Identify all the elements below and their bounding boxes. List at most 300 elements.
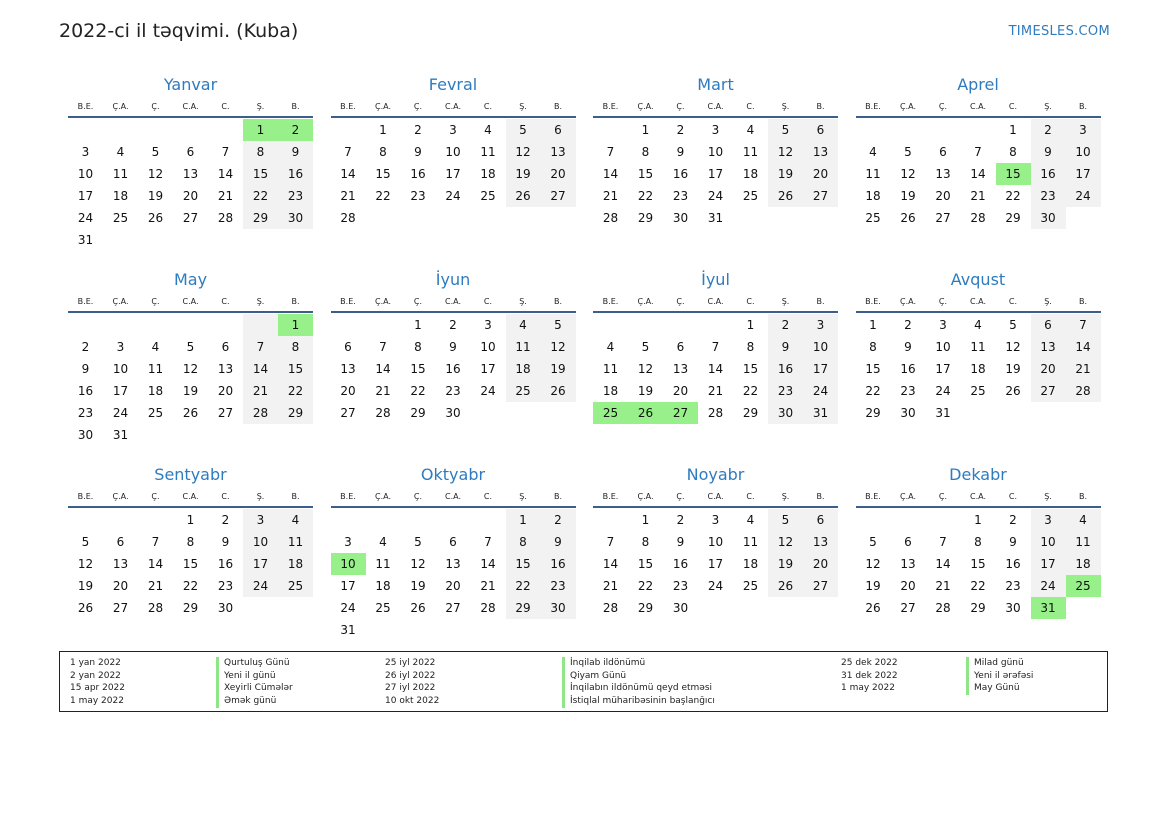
empty-cell bbox=[103, 314, 138, 336]
weekday-label: B.E. bbox=[602, 297, 619, 306]
day-cell: 5 bbox=[869, 535, 877, 549]
day-cell: 19 bbox=[637, 384, 654, 398]
day-cell: 19 bbox=[865, 579, 881, 593]
day-cell: 26 bbox=[506, 185, 541, 207]
day-cell: 28 bbox=[707, 406, 724, 420]
day-cell: 18 bbox=[480, 167, 496, 181]
day-cell: 17 bbox=[340, 579, 356, 593]
day-cell: 28 bbox=[602, 601, 619, 615]
day-cell: 2 bbox=[1009, 513, 1017, 527]
day-cell: 10 bbox=[1031, 531, 1066, 553]
day-cell: 30 bbox=[1005, 601, 1021, 615]
day-cell: 27 bbox=[541, 185, 576, 207]
holiday-day-cell: 25 bbox=[593, 402, 628, 424]
day-cell: 12 bbox=[182, 362, 199, 376]
weekday-label: B.E. bbox=[340, 492, 356, 501]
day-cell: 14 bbox=[480, 557, 496, 571]
day-cell: 7 bbox=[484, 535, 492, 549]
day-cell: 22 bbox=[637, 189, 654, 203]
empty-cell bbox=[698, 314, 733, 336]
header-rule bbox=[856, 116, 1101, 118]
holiday-day-cell: 10 bbox=[331, 553, 366, 575]
day-cell: 16 bbox=[900, 362, 916, 376]
day-cell: 13 bbox=[541, 141, 576, 163]
day-cell: 14 bbox=[147, 557, 164, 571]
header-rule bbox=[856, 311, 1101, 313]
day-cell: 27 bbox=[112, 601, 129, 615]
day-cell: 27 bbox=[445, 601, 461, 615]
empty-cell bbox=[628, 314, 663, 336]
day-cell: 10 bbox=[480, 340, 496, 354]
day-cell: 23 bbox=[541, 575, 576, 597]
day-grid bbox=[856, 119, 1101, 229]
empty-cell bbox=[138, 119, 173, 141]
day-cell: 16 bbox=[445, 362, 461, 376]
day-cell: 12 bbox=[77, 557, 94, 571]
day-cell: 23 bbox=[445, 384, 461, 398]
day-cell: 26 bbox=[182, 406, 199, 420]
holiday-day-cell: 31 bbox=[1031, 597, 1066, 619]
day-cell: 21 bbox=[147, 579, 164, 593]
day-cell: 28 bbox=[375, 406, 391, 420]
day-cell: 11 bbox=[865, 167, 881, 181]
weekday-label: C.A. bbox=[182, 102, 199, 111]
day-cell: 8 bbox=[506, 531, 541, 553]
day-cell: 25 bbox=[742, 579, 759, 593]
weekday-label: Ş. bbox=[781, 297, 790, 306]
day-cell: 29 bbox=[637, 601, 654, 615]
weekday-label: Ç.A. bbox=[899, 102, 916, 111]
day-cell: 3 bbox=[1031, 509, 1066, 531]
day-cell: 21 bbox=[970, 189, 986, 203]
day-cell: 15 bbox=[970, 557, 986, 571]
day-cell: 19 bbox=[147, 189, 164, 203]
day-cell: 13 bbox=[445, 557, 461, 571]
day-cell: 21 bbox=[935, 579, 951, 593]
holiday-day-cell: 25 bbox=[1066, 575, 1101, 597]
day-cell: 4 bbox=[151, 340, 160, 354]
day-cell: 8 bbox=[974, 535, 982, 549]
day-cell: 13 bbox=[900, 557, 916, 571]
holiday-name: Yeni il ərəfəsi bbox=[966, 670, 1033, 683]
day-cell: 12 bbox=[768, 531, 803, 553]
weekday-header bbox=[68, 98, 313, 116]
empty-cell bbox=[856, 119, 891, 141]
day-cell: 5 bbox=[151, 145, 160, 159]
header-rule bbox=[331, 311, 576, 313]
empty-cell bbox=[173, 119, 208, 141]
day-cell: 14 bbox=[602, 167, 619, 181]
day-cell: 29 bbox=[182, 601, 199, 615]
weekday-label: B.E. bbox=[77, 492, 94, 501]
day-cell: 14 bbox=[340, 167, 356, 181]
day-cell: 4 bbox=[506, 314, 541, 336]
day-cell: 19 bbox=[768, 163, 803, 185]
day-cell: 3 bbox=[711, 513, 720, 527]
day-cell: 1 bbox=[414, 318, 422, 332]
day-cell: 3 bbox=[449, 123, 457, 137]
day-cell: 23 bbox=[410, 189, 426, 203]
weekday-label: C.A. bbox=[444, 102, 461, 111]
month-name: Avqust bbox=[950, 270, 1006, 289]
day-cell: 19 bbox=[1005, 362, 1021, 376]
holiday-date: 25 dek 2022 bbox=[841, 658, 898, 668]
day-cell: 9 bbox=[904, 340, 912, 354]
day-cell: 2 bbox=[541, 509, 576, 531]
day-cell: 12 bbox=[410, 557, 426, 571]
day-cell: 29 bbox=[410, 406, 426, 420]
month-name: Sentyabr bbox=[154, 465, 227, 484]
day-cell: 23 bbox=[1005, 579, 1021, 593]
day-cell: 26 bbox=[768, 575, 803, 597]
day-cell: 26 bbox=[768, 185, 803, 207]
day-cell: 18 bbox=[112, 189, 129, 203]
weekday-label: Ç.A. bbox=[637, 297, 654, 306]
day-cell: 27 bbox=[1031, 380, 1066, 402]
day-cell: 30 bbox=[445, 406, 461, 420]
weekday-label: C.A. bbox=[707, 492, 724, 501]
day-cell: 19 bbox=[900, 189, 916, 203]
weekday-label: B. bbox=[1078, 102, 1088, 111]
day-cell: 24 bbox=[1031, 575, 1066, 597]
day-cell: 6 bbox=[803, 509, 838, 531]
month-7 bbox=[593, 267, 838, 462]
holiday-date: 31 dek 2022 bbox=[841, 670, 898, 681]
day-cell: 14 bbox=[1066, 336, 1101, 358]
day-cell: 16 bbox=[672, 557, 689, 571]
holiday-date: 25 iyl 2022 bbox=[385, 658, 436, 668]
day-cell: 11 bbox=[970, 340, 986, 354]
empty-cell bbox=[471, 509, 506, 531]
day-cell: 12 bbox=[541, 336, 576, 358]
weekday-label: Ş. bbox=[519, 492, 527, 501]
day-cell: 3 bbox=[243, 509, 278, 531]
month-name: İyun bbox=[435, 270, 471, 289]
day-cell: 22 bbox=[182, 579, 199, 593]
day-cell: 22 bbox=[637, 579, 654, 593]
page-title: 2022-ci il təqvimi. (Kuba) bbox=[59, 20, 299, 42]
holiday-day-cell: 26 bbox=[628, 402, 663, 424]
day-cell: 18 bbox=[1066, 553, 1101, 575]
weekday-label: C.A. bbox=[707, 102, 724, 111]
holiday-name: Milad günü bbox=[966, 657, 1033, 670]
day-cell: 26 bbox=[900, 211, 916, 225]
empty-cell bbox=[138, 314, 173, 336]
day-cell: 1 bbox=[186, 513, 195, 527]
day-cell: 25 bbox=[480, 189, 496, 203]
day-cell: 30 bbox=[900, 406, 916, 420]
weekday-label: C. bbox=[1008, 492, 1018, 501]
day-cell: 11 bbox=[506, 336, 541, 358]
empty-cell bbox=[926, 509, 961, 531]
day-cell: 20 bbox=[445, 579, 461, 593]
day-cell: 14 bbox=[217, 167, 234, 181]
weekday-label: Ç. bbox=[151, 492, 160, 501]
day-cell: 17 bbox=[243, 553, 278, 575]
day-cell: 1 bbox=[746, 318, 755, 332]
day-cell: 29 bbox=[970, 601, 986, 615]
day-cell: 11 bbox=[112, 167, 129, 181]
day-cell: 2 bbox=[768, 314, 803, 336]
header-rule bbox=[593, 311, 838, 313]
weekday-label: Ş. bbox=[256, 492, 265, 501]
day-cell: 11 bbox=[375, 557, 391, 571]
day-cell: 14 bbox=[602, 557, 619, 571]
weekday-label: Ç.A. bbox=[374, 297, 391, 306]
weekday-label: B.E. bbox=[340, 102, 356, 111]
day-cell: 14 bbox=[707, 362, 724, 376]
weekday-label: Ç. bbox=[151, 102, 160, 111]
weekday-label: Ç. bbox=[676, 297, 685, 306]
day-cell: 27 bbox=[935, 211, 951, 225]
day-cell: 15 bbox=[278, 358, 313, 380]
day-cell: 10 bbox=[935, 340, 951, 354]
day-cell: 29 bbox=[243, 207, 278, 229]
day-cell: 17 bbox=[1066, 163, 1101, 185]
day-cell: 20 bbox=[182, 189, 199, 203]
header-rule bbox=[68, 116, 313, 118]
day-cell: 28 bbox=[1066, 380, 1101, 402]
day-cell: 5 bbox=[541, 314, 576, 336]
day-cell: 8 bbox=[278, 336, 313, 358]
weekday-label: Ç.A. bbox=[637, 102, 654, 111]
weekday-label: C.A. bbox=[969, 492, 986, 501]
day-cell: 15 bbox=[506, 553, 541, 575]
empty-cell bbox=[208, 119, 243, 141]
day-cell: 20 bbox=[340, 384, 356, 398]
weekday-label: B. bbox=[1078, 297, 1088, 306]
day-cell: 10 bbox=[243, 531, 278, 553]
weekday-label: B.E. bbox=[340, 297, 356, 306]
header-rule bbox=[593, 116, 838, 118]
day-cell: 17 bbox=[1031, 553, 1066, 575]
day-cell: 31 bbox=[112, 428, 129, 442]
day-cell: 22 bbox=[1005, 189, 1021, 203]
day-cell: 9 bbox=[1009, 535, 1017, 549]
day-cell: 5 bbox=[506, 119, 541, 141]
empty-cell bbox=[891, 509, 926, 531]
day-cell: 20 bbox=[935, 189, 951, 203]
day-cell: 25 bbox=[970, 384, 986, 398]
day-grid bbox=[593, 314, 838, 424]
weekday-header bbox=[331, 98, 576, 116]
day-cell: 15 bbox=[410, 362, 426, 376]
holiday-name: İnqilab ildönümü bbox=[562, 657, 715, 670]
weekday-label: B. bbox=[291, 102, 300, 111]
legend-dates-column bbox=[70, 657, 125, 708]
day-cell: 12 bbox=[147, 167, 164, 181]
day-grid bbox=[68, 314, 313, 446]
day-cell: 4 bbox=[606, 340, 615, 354]
day-cell: 15 bbox=[637, 167, 654, 181]
day-cell: 15 bbox=[375, 167, 391, 181]
day-cell: 6 bbox=[904, 535, 912, 549]
day-cell: 19 bbox=[768, 553, 803, 575]
day-cell: 10 bbox=[803, 336, 838, 358]
day-cell: 19 bbox=[77, 579, 94, 593]
brand-link[interactable]: TIMESLES.COM bbox=[1008, 24, 1110, 39]
weekday-label: B. bbox=[553, 102, 563, 111]
day-cell: 6 bbox=[449, 535, 457, 549]
day-cell: 16 bbox=[1031, 163, 1066, 185]
day-cell: 28 bbox=[217, 211, 234, 225]
day-cell: 21 bbox=[602, 579, 619, 593]
weekday-label: C.A. bbox=[969, 297, 986, 306]
day-cell: 13 bbox=[112, 557, 129, 571]
day-cell: 27 bbox=[217, 406, 234, 420]
day-cell: 1 bbox=[641, 123, 650, 137]
weekday-label: Ç. bbox=[413, 492, 423, 501]
day-cell: 29 bbox=[1005, 211, 1021, 225]
day-cell: 29 bbox=[742, 406, 759, 420]
day-cell: 31 bbox=[803, 402, 838, 424]
day-cell: 30 bbox=[278, 207, 313, 229]
day-cell: 2 bbox=[449, 318, 457, 332]
day-cell: 19 bbox=[182, 384, 199, 398]
holiday-date: 15 apr 2022 bbox=[70, 683, 126, 694]
month-9 bbox=[68, 462, 313, 657]
day-cell: 21 bbox=[375, 384, 391, 398]
empty-cell bbox=[436, 509, 471, 531]
day-cell: 18 bbox=[602, 384, 619, 398]
day-cell: 25 bbox=[375, 601, 391, 615]
day-cell: 25 bbox=[278, 575, 313, 597]
day-cell: 24 bbox=[243, 575, 278, 597]
day-cell: 27 bbox=[900, 601, 916, 615]
weekday-header bbox=[856, 293, 1101, 311]
day-cell: 17 bbox=[480, 362, 496, 376]
day-cell: 27 bbox=[803, 575, 838, 597]
day-cell: 22 bbox=[375, 189, 391, 203]
empty-cell bbox=[331, 509, 366, 531]
day-cell: 1 bbox=[974, 513, 982, 527]
day-cell: 13 bbox=[803, 141, 838, 163]
day-cell: 4 bbox=[746, 123, 755, 137]
day-cell: 19 bbox=[410, 579, 426, 593]
holiday-date: 27 iyl 2022 bbox=[385, 683, 436, 694]
day-cell: 6 bbox=[1031, 314, 1066, 336]
day-cell: 27 bbox=[182, 211, 199, 225]
day-cell: 28 bbox=[970, 211, 986, 225]
day-cell: 16 bbox=[278, 163, 313, 185]
month-name: Dekabr bbox=[949, 465, 1007, 484]
weekday-label: B.E. bbox=[77, 102, 94, 111]
weekday-label: C. bbox=[746, 297, 755, 306]
day-cell: 30 bbox=[1031, 207, 1066, 229]
legend-names-column bbox=[966, 657, 1033, 695]
day-cell: 1 bbox=[641, 513, 650, 527]
day-cell: 20 bbox=[112, 579, 129, 593]
day-cell: 18 bbox=[278, 553, 313, 575]
weekday-label: B. bbox=[816, 297, 825, 306]
month-name: Yanvar bbox=[163, 75, 218, 94]
legend-dates-column bbox=[841, 657, 898, 695]
day-cell: 9 bbox=[676, 145, 685, 159]
weekday-label: Ç.A. bbox=[899, 297, 916, 306]
day-cell: 17 bbox=[77, 189, 94, 203]
day-cell: 8 bbox=[746, 340, 755, 354]
day-cell: 8 bbox=[869, 340, 877, 354]
empty-cell bbox=[856, 509, 891, 531]
header-rule bbox=[331, 116, 576, 118]
day-cell: 18 bbox=[147, 384, 164, 398]
day-cell: 3 bbox=[344, 535, 352, 549]
weekday-label: C.A. bbox=[969, 102, 986, 111]
day-cell: 4 bbox=[278, 509, 313, 531]
day-cell: 1 bbox=[379, 123, 387, 137]
day-cell: 9 bbox=[278, 141, 313, 163]
day-cell: 14 bbox=[970, 167, 986, 181]
day-cell: 9 bbox=[676, 535, 685, 549]
day-cell: 24 bbox=[707, 189, 724, 203]
day-cell: 23 bbox=[672, 579, 689, 593]
holiday-day-cell: 1 bbox=[278, 314, 313, 336]
holiday-name: May Günü bbox=[966, 682, 1033, 695]
day-cell: 11 bbox=[480, 145, 496, 159]
day-cell: 18 bbox=[970, 362, 986, 376]
empty-cell bbox=[593, 314, 628, 336]
day-cell: 9 bbox=[768, 336, 803, 358]
day-cell: 30 bbox=[672, 601, 689, 615]
day-cell: 26 bbox=[77, 601, 94, 615]
day-cell: 21 bbox=[243, 380, 278, 402]
day-cell: 23 bbox=[900, 384, 916, 398]
day-cell: 22 bbox=[410, 384, 426, 398]
holiday-date: 1 may 2022 bbox=[841, 683, 895, 694]
weekday-header bbox=[856, 98, 1101, 116]
empty-cell bbox=[593, 119, 628, 141]
day-cell: 5 bbox=[81, 535, 90, 549]
day-cell: 15 bbox=[637, 557, 654, 571]
day-cell: 27 bbox=[803, 185, 838, 207]
empty-cell bbox=[663, 314, 698, 336]
header-rule bbox=[68, 506, 313, 508]
month-name: May bbox=[173, 270, 208, 289]
empty-cell bbox=[68, 119, 103, 141]
empty-cell bbox=[68, 509, 103, 531]
weekday-label: Ş. bbox=[781, 102, 790, 111]
holiday-name: Xeyirli Cümələr bbox=[216, 682, 293, 695]
day-cell: 9 bbox=[1031, 141, 1066, 163]
weekday-label: Ç.A. bbox=[637, 492, 654, 501]
day-cell: 23 bbox=[77, 406, 94, 420]
weekday-label: Ç. bbox=[938, 102, 948, 111]
day-cell: 7 bbox=[606, 535, 615, 549]
day-cell: 4 bbox=[484, 123, 492, 137]
weekday-label: Ç. bbox=[676, 102, 685, 111]
month-1 bbox=[68, 72, 313, 267]
header-rule bbox=[68, 311, 313, 313]
day-cell: 20 bbox=[1031, 358, 1066, 380]
weekday-label: Ç.A. bbox=[374, 492, 391, 501]
day-cell: 21 bbox=[1066, 358, 1101, 380]
day-cell: 10 bbox=[77, 167, 94, 181]
weekday-label: Ç.A. bbox=[374, 102, 391, 111]
day-cell: 23 bbox=[672, 189, 689, 203]
weekday-label: Ş. bbox=[1044, 102, 1052, 111]
day-cell: 16 bbox=[672, 167, 689, 181]
day-cell: 21 bbox=[480, 579, 496, 593]
day-cell: 12 bbox=[768, 141, 803, 163]
weekday-label: B.E. bbox=[77, 297, 94, 306]
weekday-label: B.E. bbox=[865, 297, 881, 306]
weekday-label: C. bbox=[746, 492, 755, 501]
day-cell: 15 bbox=[742, 362, 759, 376]
day-cell: 22 bbox=[243, 185, 278, 207]
day-cell: 31 bbox=[707, 211, 724, 225]
day-cell: 8 bbox=[1009, 145, 1017, 159]
day-cell: 5 bbox=[904, 145, 912, 159]
